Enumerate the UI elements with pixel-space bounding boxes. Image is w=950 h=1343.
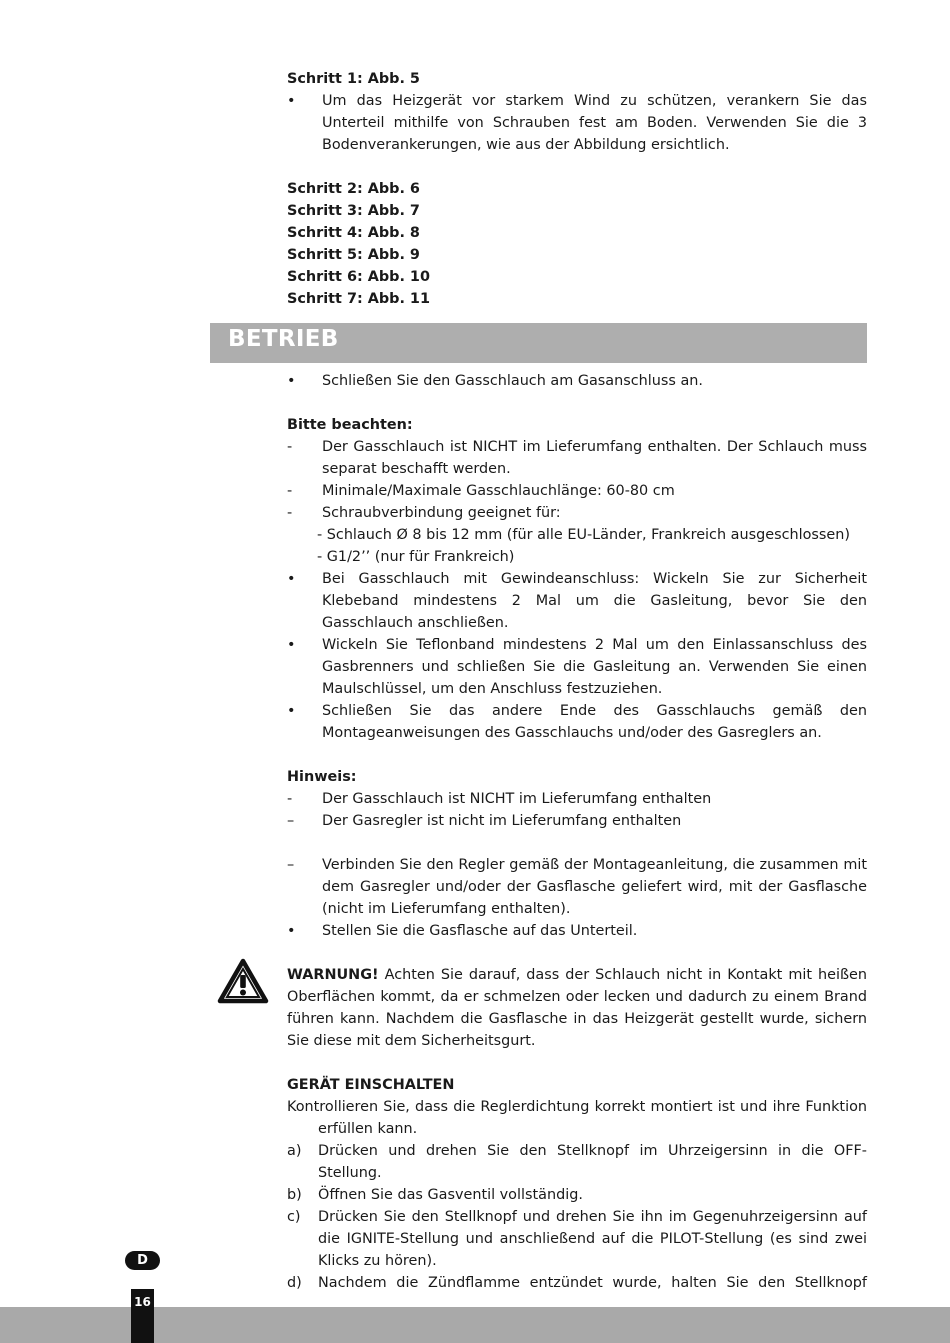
- step-heading: Schritt 6: Abb. 10: [287, 269, 430, 285]
- list-item-text: Drücken und drehen Sie den Stellknopf im Uhrzeigersinn in die OFF-Stellung.: [318, 1143, 867, 1181]
- list-item-text: Schließen Sie das andere Ende des Gasschlauchs gemäß den Montageanweisungen des Gasschlauchs und/oder des Gasreglers an.: [322, 703, 867, 741]
- bullet-marker: •: [287, 637, 296, 653]
- list-item-text: Drücken Sie den Stellknopf und drehen Sie ihn im Gegenuhrzeigersinn auf die IGNITE-Stellung und anschließend auf die PILOT-Stellung (es sind zwei Klicks zu hören).: [318, 1209, 867, 1269]
- list-item-text: Bei Gasschlauch mit Gewindeanschluss: Wickeln Sie zur Sicherheit Klebeband mindestens 2 Mal um die Gasleitung, bevor Sie den Gasschlauch anschließen.: [322, 571, 867, 631]
- page-content: [228, 68, 867, 1294]
- list-item-text: Stellen Sie die Gasflasche auf das Unterteil.: [322, 923, 638, 939]
- step-marker: b): [287, 1187, 302, 1203]
- step1-heading: Schritt 1: Abb. 5: [287, 71, 420, 87]
- list-item: [287, 1140, 867, 1184]
- note-heading: Bitte beachten:: [287, 417, 413, 433]
- list-marker: -: [287, 791, 293, 807]
- language-badge: D: [125, 1251, 160, 1270]
- step-marker: d): [287, 1275, 302, 1291]
- warning-triangle-icon: [217, 958, 269, 1004]
- list-item: [287, 1206, 867, 1272]
- list-item: [287, 854, 867, 920]
- list-marker: -: [287, 505, 293, 521]
- section-banner: [210, 323, 867, 363]
- list-item: [287, 436, 867, 480]
- step-heading: Schritt 7: Abb. 11: [287, 291, 430, 307]
- list-marker: –: [287, 857, 295, 873]
- bullet-marker: •: [287, 571, 296, 587]
- list-item: [287, 920, 867, 942]
- list-item-text: Schraubverbindung geeignet für:: [322, 505, 561, 521]
- step-marker: a): [287, 1143, 302, 1159]
- step1-bullet-text: Um das Heizgerät vor starkem Wind zu schützen, verankern Sie das Unterteil mithilfe von Schrauben fest am Boden. Verwenden Sie die 3 Bodenverankerungen, wie aus der Abbildung ersichtlich.: [322, 93, 867, 153]
- page-number: 16: [131, 1289, 154, 1343]
- warning-block: [287, 964, 867, 1052]
- hint-heading: Hinweis:: [287, 769, 357, 785]
- sub-item: - Schlauch Ø 8 bis 12 mm (für alle EU-Länder, Frankreich ausgeschlossen): [317, 527, 850, 543]
- list-marker: -: [287, 483, 293, 499]
- section-title: BETRIEB: [228, 326, 339, 352]
- power-on-intro: Kontrollieren Sie, dass die Reglerdichtung korrekt montiert ist und ihre Funktion erfüllen kann.: [287, 1099, 867, 1137]
- list-item: [287, 502, 867, 524]
- step-heading: Schritt 5: Abb. 9: [287, 247, 420, 263]
- list-item: [287, 634, 867, 700]
- list-item: [287, 700, 867, 744]
- intro-bullet: [287, 370, 867, 392]
- bullet-marker: •: [287, 93, 296, 109]
- list-item: [287, 480, 867, 502]
- list-item-text: Wickeln Sie Teflonband mindestens 2 Mal um den Einlassanschluss des Gasbrenners und schließen Sie die Gasleitung an. Verwenden Sie einen Maulschlüssel, um den Anschluss festzuziehen.: [322, 637, 867, 697]
- list-item: [287, 1184, 867, 1206]
- list-item-text: Öffnen Sie das Gasventil vollständig.: [318, 1187, 583, 1203]
- list-item-text: Der Gasschlauch ist NICHT im Lieferumfang enthalten. Der Schlauch muss separat beschafft werden.: [322, 439, 867, 477]
- warning-text: Achten Sie darauf, dass der Schlauch nicht in Kontakt mit heißen Oberflächen kommt, da er schmelzen oder lecken und dadurch zu einem Brand führen kann. Nachdem die Gasflasche in das Heizgerät gestellt wurde, sichern Sie diese mit dem Sicherheitsgurt.: [287, 967, 867, 1049]
- list-item: [287, 1272, 867, 1294]
- list-item-text: Nachdem die Zündflamme entzündet wurde, halten Sie den Stellknopf: [318, 1275, 867, 1291]
- list-item-text: Der Gasregler ist nicht im Lieferumfang enthalten: [322, 813, 682, 829]
- list-item: [287, 788, 867, 810]
- intro-bullet-text: Schließen Sie den Gasschlauch am Gasanschluss an.: [322, 373, 703, 389]
- list-item: [287, 810, 867, 832]
- bullet-marker: •: [287, 703, 296, 719]
- list-item-text: Der Gasschlauch ist NICHT im Lieferumfang enthalten: [322, 791, 712, 807]
- list-marker: –: [287, 813, 295, 829]
- warning-label: WARNUNG!: [287, 967, 379, 983]
- bullet-marker: •: [287, 373, 296, 389]
- bullet-marker: •: [287, 923, 296, 939]
- step-heading: Schritt 3: Abb. 7: [287, 203, 420, 219]
- step-heading: Schritt 4: Abb. 8: [287, 225, 420, 241]
- list-item-text: Verbinden Sie den Regler gemäß der Montageanleitung, die zusammen mit dem Gasregler und/oder der Gasflasche geliefert wird, mit der Gasflasche (nicht im Lieferumfang enthalten).: [322, 857, 867, 917]
- list-item: [287, 568, 867, 634]
- step-marker: c): [287, 1209, 301, 1225]
- warning-paragraph: [287, 964, 867, 1052]
- sub-item: - G1/2’’ (nur für Frankreich): [317, 549, 515, 565]
- list-marker: -: [287, 439, 293, 455]
- step-heading: Schritt 2: Abb. 6: [287, 181, 420, 197]
- power-on-heading: GERÄT EINSCHALTEN: [287, 1077, 455, 1093]
- step1-bullet: [287, 90, 867, 156]
- list-item-text: Minimale/Maximale Gasschlauchlänge: 60-80 cm: [322, 483, 675, 499]
